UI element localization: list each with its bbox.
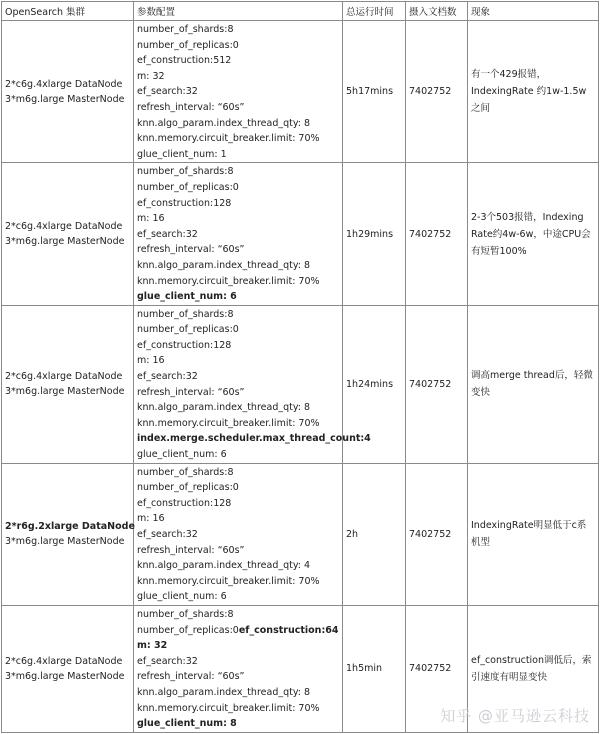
- param-text: glue_client_num: 6: [137, 591, 227, 603]
- param-line: [137, 716, 339, 732]
- param-text: number_of_shards:8: [137, 24, 234, 35]
- param-line: [137, 116, 339, 132]
- param-text: number_of_shards:8: [137, 466, 234, 478]
- param-text: refresh_interval: “60s”: [137, 386, 245, 398]
- param-line: [137, 431, 371, 447]
- param-line: [137, 574, 339, 590]
- param-line: [137, 84, 339, 100]
- param-line: [137, 53, 339, 69]
- param-line: [137, 400, 339, 416]
- cluster-cell: [2, 305, 134, 463]
- runtime-cell: 2h: [343, 463, 406, 605]
- header-runtime: 总运行时间: [343, 2, 406, 21]
- param-line: [137, 258, 339, 274]
- cluster-line: 2*c6g.4xlarge DataNode: [5, 78, 123, 90]
- docs-cell: 7402752: [406, 305, 468, 463]
- cluster-cell: [2, 463, 134, 605]
- param-line: [137, 669, 339, 685]
- param-line: [137, 701, 339, 717]
- param-line: [137, 147, 339, 163]
- benchmark-table: [1, 1, 599, 733]
- param-text: ef_construction:128: [137, 339, 232, 351]
- param-text: knn.memory.circuit_breaker.limit: 70%: [137, 275, 320, 287]
- param-text: ef_search:32: [137, 371, 198, 383]
- param-text: knn.algo_param.index_thread_qty: 8: [137, 402, 311, 414]
- cluster-line: 2*c6g.4xlarge DataNode: [5, 221, 123, 233]
- param-text: m: 16: [137, 513, 165, 525]
- cluster-line: 3*m6g.large MasterNode: [5, 536, 125, 548]
- params-cell: [134, 163, 343, 305]
- cluster-line: 2*c6g.4xlarge DataNode: [5, 371, 123, 383]
- param-text: ef_search:32: [137, 86, 198, 98]
- param-text: m: 16: [137, 213, 165, 225]
- cluster-line: 3*m6g.large MasterNode: [5, 236, 125, 248]
- param-line: [137, 638, 339, 654]
- param-text: m: 32: [137, 70, 165, 82]
- param-text: number_of_shards:8: [137, 608, 234, 620]
- param-text: refresh_interval: “60s”: [137, 671, 245, 683]
- param-text: knn.memory.circuit_breaker.limit: 70%: [137, 702, 320, 714]
- cluster-line: 2*c6g.4xlarge DataNode: [5, 655, 123, 667]
- param-text: ef_search:32: [137, 228, 198, 240]
- param-line: [137, 242, 339, 258]
- cluster-line: 3*m6g.large MasterNode: [5, 670, 125, 682]
- runtime-cell: 1h29mins: [343, 163, 406, 305]
- param-text: knn.algo_param.index_thread_qty: 8: [137, 259, 311, 271]
- param-line: [137, 322, 339, 338]
- param-text: ef_construction:128: [137, 497, 232, 509]
- param-line: [137, 353, 339, 369]
- cluster-line: 2*r6g.2xlarge DataNode: [5, 521, 135, 533]
- param-text: glue_client_num: 6: [137, 291, 237, 303]
- param-text: ef_construction:512: [137, 55, 232, 67]
- cluster-cell: [2, 605, 134, 732]
- param-line: [137, 480, 339, 496]
- param-line: [137, 369, 339, 385]
- param-line: [137, 131, 339, 147]
- param-line: [137, 527, 339, 543]
- runtime-cell: 5h17mins: [343, 21, 406, 163]
- table-row: [2, 305, 599, 463]
- param-text: glue_client_num: 6: [137, 449, 227, 461]
- params-cell: [134, 21, 343, 163]
- phenomenon-cell: 调高merge thread后，轻微变快: [468, 305, 599, 463]
- param-text: ef_search:32: [137, 655, 198, 667]
- param-line: [137, 196, 339, 212]
- param-line: [137, 385, 339, 401]
- param-text: knn.algo_param.index_thread_qty: 8: [137, 686, 311, 698]
- param-text: ef_construction:128: [137, 197, 232, 209]
- param-line: [137, 274, 339, 290]
- param-text: knn.memory.circuit_breaker.limit: 70%: [137, 133, 320, 145]
- param-line: [137, 22, 339, 38]
- param-line: [137, 211, 339, 227]
- params-cell: [134, 605, 343, 732]
- param-text: refresh_interval: “60s”: [137, 101, 245, 113]
- docs-cell: 7402752: [406, 21, 468, 163]
- param-line: [137, 447, 339, 463]
- param-line: [137, 180, 339, 196]
- phenomenon-cell: 2-3个503报错，Indexing Rate约4w-6w，中途CPU会有短暂100%: [468, 163, 599, 305]
- docs-cell: 7402752: [406, 463, 468, 605]
- param-line: [137, 69, 339, 85]
- table-header-row: [2, 2, 599, 21]
- phenomenon-cell: IndexingRate明显低于c系机型: [468, 463, 599, 605]
- param-text: number_of_shards:8: [137, 308, 234, 320]
- param-line: [137, 227, 339, 243]
- param-line: [137, 307, 339, 323]
- runtime-cell: 1h24mins: [343, 305, 406, 463]
- param-text: m: 16: [137, 355, 165, 367]
- param-line: [137, 496, 339, 512]
- param-text: number_of_replicas:0: [137, 624, 239, 636]
- table-row: [2, 21, 599, 163]
- param-line: [137, 416, 339, 432]
- param-line: [137, 38, 339, 54]
- param-line: [137, 623, 339, 639]
- param-line: [137, 465, 339, 481]
- param-text: number_of_shards:8: [137, 166, 234, 178]
- param-line: [137, 607, 339, 623]
- param-text: glue_client_num: 1: [137, 148, 227, 160]
- param-text: knn.algo_param.index_thread_qty: 8: [137, 117, 311, 129]
- header-params: 参数配置: [134, 2, 343, 21]
- watermark: 知乎 @亚马逊云科技: [440, 707, 590, 725]
- phenomenon-cell: 有一个429报错，IndexingRate 约1w-1.5w之间: [468, 21, 599, 163]
- param-text: number_of_replicas:0: [137, 482, 239, 494]
- param-line: [137, 511, 339, 527]
- param-line: [137, 558, 339, 574]
- header-cluster: OpenSearch 集群: [2, 2, 134, 21]
- param-text: knn.memory.circuit_breaker.limit: 70%: [137, 417, 320, 429]
- param-text: knn.memory.circuit_breaker.limit: 70%: [137, 575, 320, 587]
- param-text: knn.algo_param.index_thread_qty: 4: [137, 560, 311, 572]
- param-text: ef_construction:64: [238, 624, 339, 636]
- param-text: refresh_interval: “60s”: [137, 244, 245, 256]
- param-line: [137, 589, 339, 605]
- param-text: ef_search:32: [137, 529, 198, 540]
- docs-cell: 7402752: [406, 163, 468, 305]
- docs-cell: 7402752: [406, 605, 468, 732]
- param-text: m: 32: [137, 640, 168, 652]
- cluster-cell: [2, 163, 134, 305]
- param-line: [137, 164, 339, 180]
- param-text: number_of_replicas:0: [137, 39, 239, 51]
- cluster-cell: [2, 21, 134, 163]
- param-text: glue_client_num: 8: [137, 718, 237, 730]
- params-cell: [134, 463, 343, 605]
- cluster-line: 3*m6g.large MasterNode: [5, 93, 125, 105]
- param-line: [137, 685, 339, 701]
- param-text: number_of_replicas:0: [137, 324, 239, 336]
- param-line: [137, 338, 339, 354]
- phenomenon-cell: ef_construction调低后，索引速度有明显变快: [468, 605, 599, 732]
- param-text: number_of_replicas:0: [137, 181, 239, 193]
- table-body: [2, 21, 599, 733]
- param-line: [137, 289, 339, 305]
- header-phenomenon: 现象: [468, 2, 599, 21]
- header-docs: 摄入文档数: [406, 2, 468, 21]
- table-row: [2, 463, 599, 605]
- table-row: [2, 163, 599, 305]
- param-text: refresh_interval: “60s”: [137, 544, 245, 556]
- param-line: [137, 654, 339, 670]
- param-text: index.merge.scheduler.max_thread_count:4: [137, 433, 371, 445]
- param-line: [137, 100, 339, 116]
- cluster-line: 3*m6g.large MasterNode: [5, 386, 125, 398]
- runtime-cell: 1h5min: [343, 605, 406, 732]
- param-line: [137, 543, 339, 559]
